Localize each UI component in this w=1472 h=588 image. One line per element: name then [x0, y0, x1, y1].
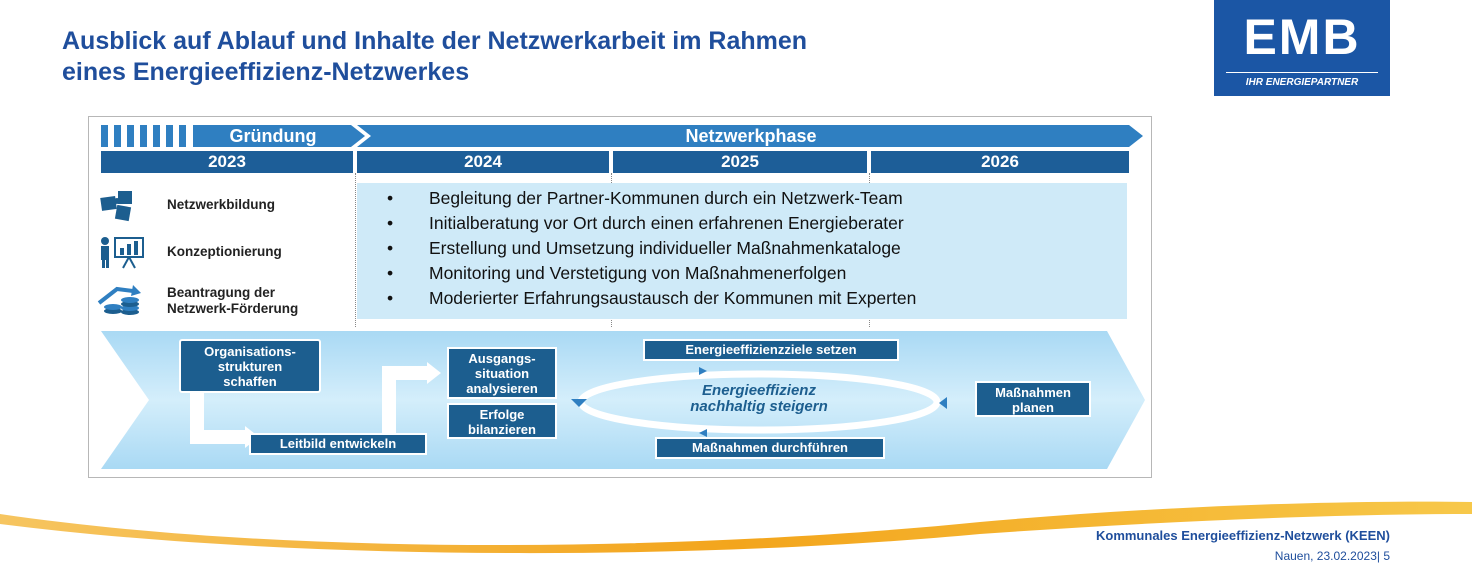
slide-title-line2: eines Energieeffizienz-Netzwerkes: [62, 58, 470, 86]
list-item: • Moderierter Erfahrungsaustausch der Kommunen mit Experten: [387, 288, 917, 308]
year-2024: 2024: [357, 151, 609, 173]
timeline-diagram: [88, 116, 1152, 478]
emb-logo: [1214, 0, 1390, 96]
footer-project-name: Kommunales Energieeffizienz-Netzwerk (KEEN): [1095, 528, 1390, 543]
puzzle-icon: [99, 189, 139, 223]
box-massnahmen-planen: Maßnahmen planen: [975, 381, 1091, 417]
box-erfolge: Erfolge bilanzieren: [447, 403, 557, 439]
box-massnahmen-durchfuehren: Maßnahmen durchführen: [655, 437, 885, 459]
list-item: • Begleitung der Partner-Kommunen durch ein Netzwerk-Team: [387, 188, 903, 208]
list-item: • Initialberatung vor Ort durch einen erfahrenen Energieberater: [387, 213, 904, 233]
side-item-konzeptionierung: Konzeptionierung: [167, 244, 282, 259]
coins-icon: [97, 281, 147, 317]
box-ausgangssituation: Ausgangs- situation analysieren: [447, 347, 557, 399]
slide-title-line1: Ausblick auf Ablauf und Inhalte der Netzwerkarbeit im Rahmen: [62, 27, 808, 55]
year-2023: 2023: [101, 151, 353, 173]
box-ziele: Energieeffizienzziele setzen: [643, 339, 899, 361]
box-leitbild: Leitbild entwickeln: [249, 433, 427, 455]
side-item-beantragung: Beantragung der Netzwerk-Förderung: [167, 285, 299, 316]
box-organisationsstrukturen: Organisations- strukturen schaffen: [179, 339, 321, 393]
side-item-netzwerkbildung: Netzwerkbildung: [167, 197, 276, 212]
divider: [355, 173, 356, 327]
presentation-icon: [99, 235, 147, 269]
logo-text: EMB: [1243, 9, 1361, 65]
phase-gruendung-label: Gründung: [229, 126, 317, 146]
phase-netzwerk-label: Netzwerkphase: [685, 126, 817, 146]
list-item: • Erstellung und Umsetzung individueller Maßnahmenkataloge: [387, 238, 901, 258]
slide-title: [62, 26, 1182, 88]
footer-date-page: Nauen, 23.02.2023| 5: [1274, 549, 1390, 563]
logo-subtitle: IHR ENERGIEPARTNER: [1245, 77, 1359, 88]
year-2026: 2026: [871, 151, 1129, 173]
measures-list: [357, 183, 1127, 319]
year-2025: 2025: [613, 151, 867, 173]
list-item: • Monitoring und Verstetigung von Maßnahmenerfolgen: [387, 263, 847, 283]
cycle-center-text: Energieeffizienz nachhaltig steigern: [690, 382, 828, 415]
logo-divider: [1226, 72, 1378, 73]
